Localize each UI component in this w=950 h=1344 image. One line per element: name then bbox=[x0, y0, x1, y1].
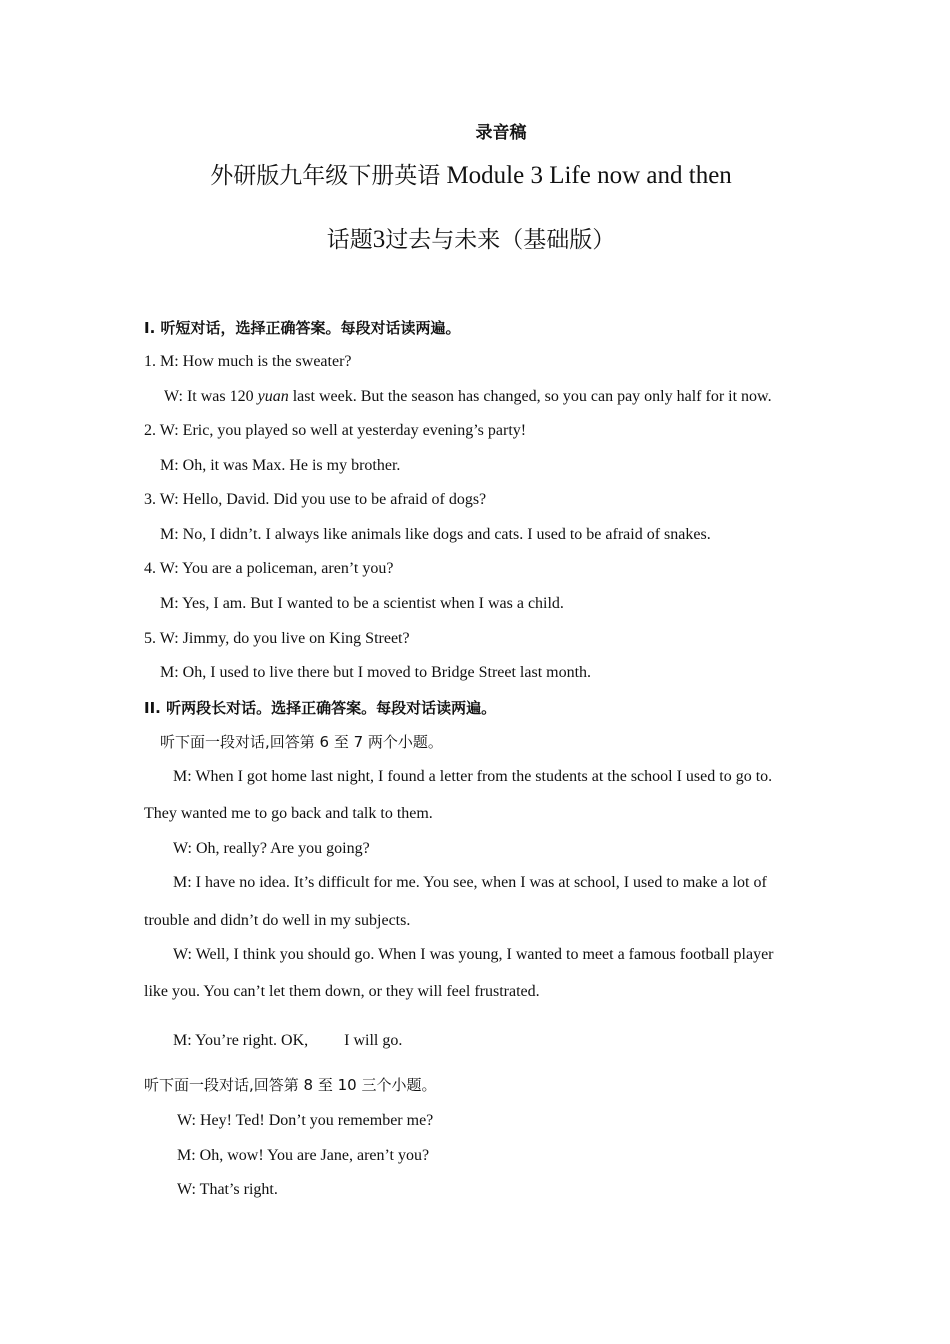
q2-man: M: Oh, it was Max. He is my brother. bbox=[160, 457, 401, 474]
subtitle-text: 过去与未来（基础版） bbox=[385, 227, 616, 253]
section1-heading: I. 听短对话，选择正确答案。每段对话读两遍。 bbox=[144, 319, 461, 337]
dialogue1-line4a: W: Well, I think you should go. When I was young, I wanted to meet a famous football player bbox=[173, 946, 774, 963]
q4-woman: 4. W: You are a policeman, aren’t you? bbox=[144, 560, 394, 577]
dialogue2-line1: W: Hey! Ted! Don’t you remember me? bbox=[177, 1112, 434, 1129]
dialogue1-line1a: M: When I got home last night, I found a letter from the students at the school I used to go to. bbox=[173, 768, 773, 785]
q4-man: M: Yes, I am. But I wanted to be a scientist when I was a child. bbox=[160, 595, 564, 612]
dialogue1-line2: W: Oh, really? Are you going? bbox=[173, 840, 370, 857]
dialogue1-line3b: trouble and didn’t do well in my subjects. bbox=[144, 912, 411, 929]
transcript-label: 录音稿 bbox=[475, 123, 527, 143]
dialogue2-line2: M: Oh, wow! You are Jane, aren’t you? bbox=[177, 1147, 430, 1164]
dialogue2-intro: 听下面一段对话,回答第 8 至 10 三个小题。 bbox=[144, 1076, 437, 1094]
dialogue1-intro: 听下面一段对话,回答第 6 至 7 两个小题。 bbox=[160, 733, 443, 751]
q3-woman: 3. W: Hello, David. Did you use to be afraid of dogs? bbox=[144, 491, 487, 508]
document-subtitle bbox=[0, 225, 942, 255]
q5-man: M: Oh, I used to live there but I moved to Bridge Street last month. bbox=[160, 664, 592, 681]
dialogue1-line1b: They wanted me to go back and talk to them. bbox=[144, 805, 433, 822]
q5-woman: 5. W: Jimmy, do you live on King Street? bbox=[144, 630, 410, 647]
q2-woman: 2. W: Eric, you played so well at yesterday evening’s party! bbox=[144, 422, 527, 439]
q3-man: M: No, I didn’t. I always like animals like dogs and cats. I used to be afraid of snakes. bbox=[160, 526, 711, 543]
dialogue1-line5: M: You’re right. OK, I will go. bbox=[173, 1032, 403, 1049]
document-title bbox=[0, 161, 942, 191]
q1-woman: W: It was 120 yuan last week. But the season has changed, so you can pay only half for it now. bbox=[164, 388, 772, 405]
dialogue1-line4b: like you. You can’t let them down, or they will feel frustrated. bbox=[144, 983, 540, 1000]
dialogue2-line3: W: That’s right. bbox=[177, 1181, 278, 1198]
section2-heading: II. 听两段长对话。选择正确答案。每段对话读两遍。 bbox=[144, 699, 497, 717]
title-en: Module 3 Life now and then bbox=[446, 162, 732, 189]
q1-man: 1. M: How much is the sweater? bbox=[144, 353, 352, 370]
title-cn: 外研版九年级下册英语 bbox=[210, 163, 441, 189]
dialogue1-line3a: M: I have no idea. It’s difficult for me. You see, when I was at school, I used to make a lot of bbox=[173, 874, 767, 891]
q1-currency: yuan bbox=[257, 388, 289, 405]
subtitle-number: 3 bbox=[372, 226, 386, 253]
subtitle-topic: 话题 bbox=[326, 227, 373, 253]
